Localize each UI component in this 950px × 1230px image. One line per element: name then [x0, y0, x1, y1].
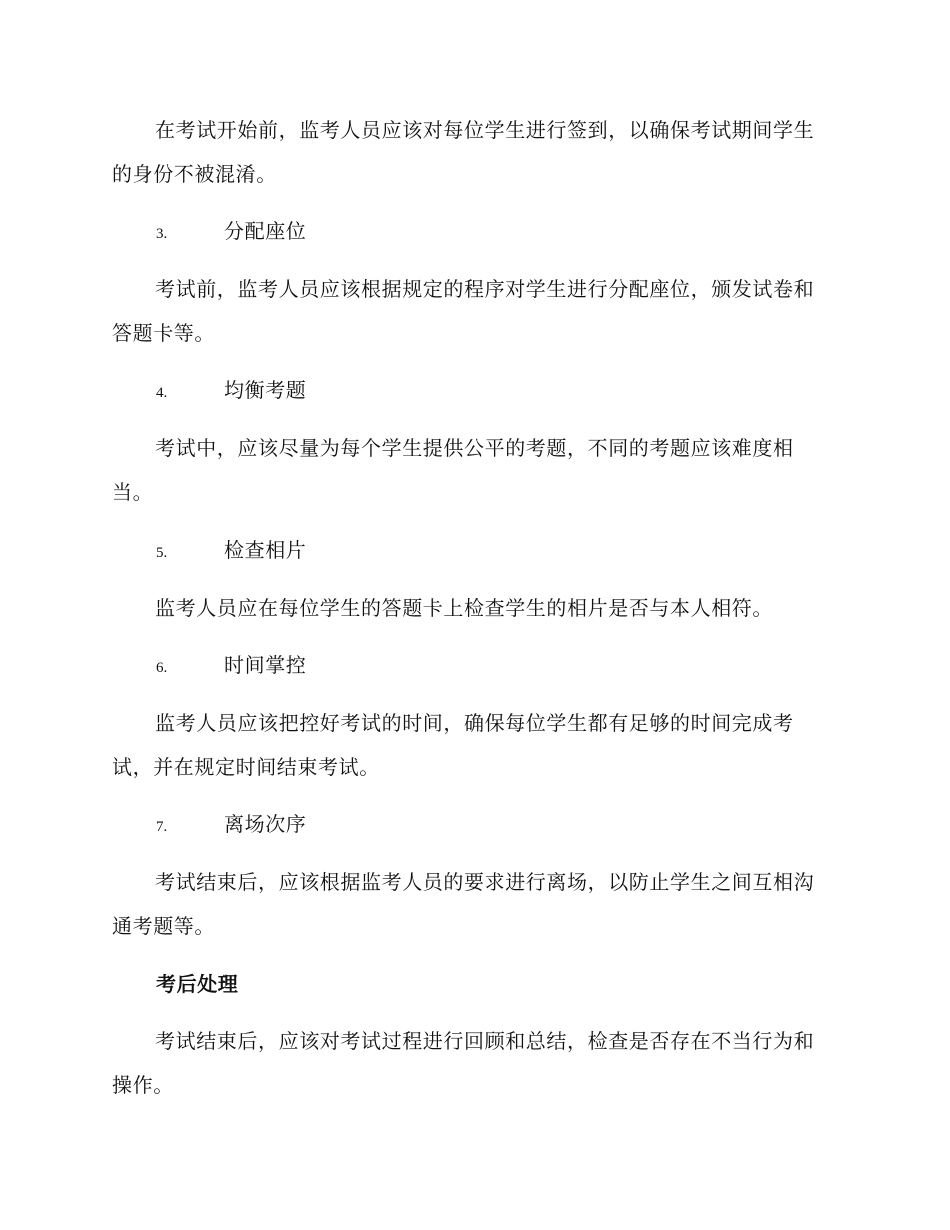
paragraph-time: 监考人员应该把控好考试的时间，确保每位学生都有足够的时间完成考试，并在规定时间结束考试。 [112, 711, 794, 779]
list-label: 时间掌控 [224, 653, 307, 677]
paragraph-review: 考试结束后，应该对考试过程进行回顾和总结，检查是否存在不当行为和操作。 [112, 1029, 815, 1097]
list-label: 离场次序 [224, 812, 307, 836]
list-label: 检查相片 [224, 538, 307, 562]
list-number: 5. [156, 545, 168, 561]
list-item-3 [156, 216, 306, 249]
list-label: 分配座位 [224, 219, 307, 243]
list-label: 均衡考题 [224, 378, 307, 402]
section-heading-after-exam: 考后处理 [156, 972, 239, 996]
paragraph-questions: 考试中，应该尽量为每个学生提供公平的考题，不同的考题应该难度相当。 [112, 436, 794, 504]
list-item-7 [156, 809, 306, 842]
list-item-4 [156, 375, 306, 408]
list-item-5 [156, 535, 306, 568]
list-number: 6. [156, 660, 168, 676]
paragraph-seats: 考试前，监考人员应该根据规定的程序对学生进行分配座位，颁发试卷和答题卡等。 [112, 277, 815, 345]
paragraph-exit: 考试结束后，应该根据监考人员的要求进行离场，以防止学生之间互相沟通考题等。 [112, 870, 815, 938]
paragraph-photos: 监考人员应在每位学生的答题卡上检查学生的相片是否与本人相符。 [155, 596, 773, 620]
list-number: 7. [156, 819, 168, 835]
paragraph-signin: 在考试开始前，监考人员应该对每位学生进行签到，以确保考试期间学生的身份不被混淆。 [112, 118, 815, 186]
list-number: 4. [156, 385, 168, 401]
list-number: 3. [156, 226, 168, 242]
list-item-6 [156, 650, 306, 683]
